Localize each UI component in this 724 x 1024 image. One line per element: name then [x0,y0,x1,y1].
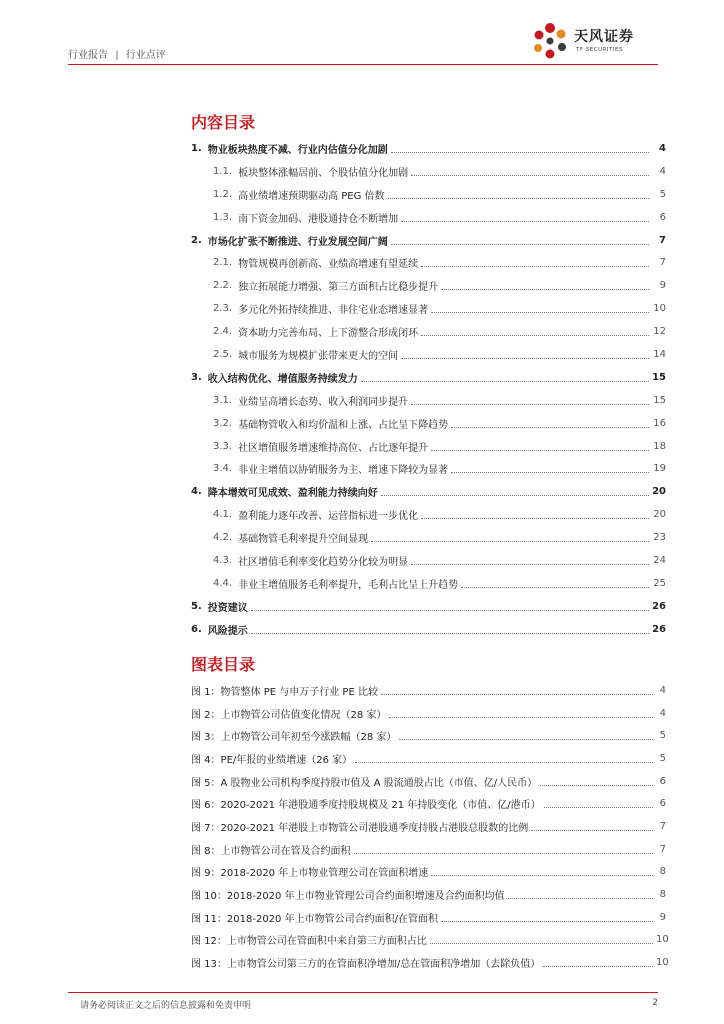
header-rule [68,64,658,65]
toc-chapter-entry[interactable] [191,137,666,160]
page-number: 2 [652,998,658,1008]
figure-entry-title: 图 4：PE/年报的业绩增速（26 家） [191,754,353,766]
toc-entry-number: 4.2. [213,532,233,544]
dot-leader [399,739,653,740]
toc-entry-page: 25 [653,577,666,589]
figure-entry[interactable] [191,679,666,702]
toc-entry-title: 盈利能力逐年改善、运营指标进一步优化 [238,511,419,523]
dot-leader [354,853,653,854]
figure-entry-page: 4 [659,684,666,696]
toc-entry-number: 5. [191,600,202,612]
footer-disclaimer: 请务必阅读正文之后的信息披露和免责申明 [80,1001,252,1011]
figure-entry-page: 5 [659,730,666,742]
dot-leader [431,312,649,313]
toc-section-entry[interactable] [191,160,666,183]
toc-entry-number: 3.3. [213,440,233,452]
toc-entry-number: 2.2. [213,280,233,292]
dot-leader [543,966,653,967]
toc-entry-page: 18 [653,440,666,452]
toc-entry-page: 16 [653,417,666,429]
toc-entry-page: 15 [652,371,666,383]
dot-leader [431,450,649,451]
dot-leader [251,610,649,611]
toc-entry-title: 物业板块热度不减、行业内估值分化加剧 [207,144,388,156]
logo-name: 天风证券 [574,29,634,45]
toc-entry-title: 城市服务为规模扩张带来更大的空间 [238,350,399,362]
dot-leader [461,587,649,588]
toc-entry-page: 19 [653,463,666,475]
dot-leader [371,541,649,542]
dot-leader [531,830,653,831]
toc-entry-number: 4.4. [213,577,233,589]
figure-entry-page: 7 [659,843,666,855]
toc-entry-title: 社区增值服务增速维持高位、占比逐年提升 [238,442,429,454]
toc-entry-number: 1. [191,142,202,154]
figure-entry-page: 8 [659,866,666,878]
toc-entry-number: 2.5. [213,348,233,360]
figure-entry-title: 图 2：上市物管公司估值变化情况（28 家） [191,709,387,721]
toc-entry-title: 业绩呈高增长态势、收入利润同步提升 [238,396,409,408]
toc-section-entry[interactable] [191,526,666,549]
toc-entry-page: 10 [653,303,666,315]
figure-entry[interactable] [191,815,666,838]
figure-entry[interactable] [191,929,669,952]
toc-entry-number: 4. [191,486,202,498]
toc-section-entry[interactable] [191,297,666,320]
figure-entry[interactable] [191,906,666,929]
figure-entry[interactable] [191,838,666,861]
toc-section-entry[interactable] [191,320,666,343]
dot-leader [388,198,649,199]
table-of-contents [191,137,666,641]
toc-section-entry[interactable] [191,343,666,366]
toc-entry-number: 2. [191,234,202,246]
dot-leader [401,358,649,359]
toc-section-entry[interactable] [191,503,666,526]
toc-chapter-entry[interactable] [191,595,666,618]
toc-entry-page: 20 [653,509,666,521]
toc-entry-title: 高业绩增速预期驱动高 PEG 倍数 [238,190,385,202]
breadcrumb-item-report: 行业报告 [68,50,108,61]
dot-leader [391,244,649,245]
dot-leader [381,495,649,496]
toc-entry-page: 26 [652,600,666,612]
figure-entry[interactable] [191,951,669,974]
figure-entry-title: 图 8：上市物管公司在管及合约面积 [191,845,351,857]
figure-entry-title: 图 10：2018-2020 年上市物业管理公司合约面积增速及合约面积均值 [191,891,505,903]
dot-leader [421,518,649,519]
figure-entry-title: 图 11：2018-2020 年上市物管公司合约面积/在管面积 [191,913,438,925]
dot-leader [430,943,653,944]
figure-entry-title: 图 3：上市物管公司年初至今涨跌幅（28 家） [191,732,397,744]
dot-leader [441,921,653,922]
figure-entry-page: 5 [659,752,666,764]
breadcrumb [68,46,166,61]
company-logo [528,20,658,64]
dot-leader [391,152,649,153]
toc-entry-page: 4 [659,165,666,177]
toc-section-entry[interactable] [191,412,666,435]
dot-leader [361,381,649,382]
dot-leader [421,335,649,336]
figures-heading: 图表目录 [191,655,256,674]
dot-leader [401,221,649,222]
toc-entry-page: 15 [653,394,666,406]
toc-entry-title: 基础物管毛利率提升空间显现 [238,534,369,546]
figure-entry[interactable] [191,702,666,725]
logo-mark-icon [528,20,572,64]
figure-entry-page: 8 [659,889,666,901]
toc-entry-title: 风险提示 [207,625,248,637]
toc-section-entry[interactable] [191,183,666,206]
dot-leader [421,266,649,267]
toc-entry-title: 资本助力完善布局、上下游整合形成闭环 [238,328,419,340]
dot-leader [251,633,649,634]
toc-chapter-entry[interactable] [191,229,666,252]
toc-entry-number: 6. [191,623,202,635]
footer-rule [68,992,658,993]
dot-leader [431,875,653,876]
toc-entry-title: 非业主增值服务毛利率提升，毛利占比呈上升趋势 [238,579,459,591]
toc-chapter-entry[interactable] [191,618,666,641]
toc-entry-page: 24 [653,554,666,566]
toc-entry-title: 社区增值毛利率变化趋势分化较为明显 [238,556,409,568]
toc-entry-title: 投资建议 [207,602,248,614]
toc-entry-number: 3.1. [213,394,233,406]
figure-entry[interactable] [191,770,666,793]
toc-entry-number: 3.4. [213,463,233,475]
toc-entry-number: 1.3. [213,211,233,223]
breadcrumb-separator: | [115,50,119,61]
figure-entry-page: 6 [659,775,666,787]
toc-entry-title: 收入结构优化、增值服务持续发力 [207,373,358,385]
toc-entry-title: 独立拓展能力增强、第三方面积占比稳步提升 [238,282,439,294]
figure-entry-title: 图 1：物管整体 PE 与申万子行业 PE 比较 [191,686,378,698]
dot-leader [381,694,653,695]
toc-entry-number: 2.3. [213,303,233,315]
dot-leader [540,785,653,786]
dot-leader [411,564,649,565]
toc-section-entry[interactable] [191,389,666,412]
toc-entry-page: 20 [652,486,666,498]
toc-chapter-entry[interactable] [191,480,666,503]
page-header [68,29,658,64]
toc-entry-title: 降本增效可见成效、盈利能力持续向好 [207,488,378,500]
figure-entry-title: 图 7：2020-2021 年港股上市物管公司港股通季度持股占港股总股数的比例 [191,822,529,834]
toc-section-entry[interactable] [191,549,666,572]
figure-entry[interactable] [191,792,666,815]
toc-entry-page: 26 [652,623,666,635]
breadcrumb-item-review: 行业点评 [125,50,166,61]
dot-leader [508,898,653,899]
toc-entry-title: 物管规模再创新高、业绩高增速有望延续 [238,259,419,271]
figure-entry-title: 图 12：上市物管公司在管面积中来自第三方面积占比 [191,936,427,948]
figure-entry-title: 图 13：上市物管公司第三方的在管面积净增加/总在管面积净增加（去除负值） [191,959,541,971]
figure-entry[interactable] [191,861,666,884]
toc-entry-number: 3.2. [213,417,233,429]
dot-leader [451,472,649,473]
figure-list [191,679,669,974]
figure-entry-page: 7 [659,820,666,832]
toc-entry-title: 非业主增值以协销服务为主、增速下降较为显著 [238,465,449,477]
toc-entry-page: 7 [659,234,666,246]
toc-entry-title: 板块整体涨幅居前、个股估值分化加剧 [238,167,409,179]
toc-entry-title: 南下资金加码、港股通持仓不断增加 [238,213,399,225]
toc-entry-page: 23 [653,532,666,544]
figure-entry-title: 图 5：A 股物业公司机构季度持股市值及 A 股流通股占比（市值、亿/人民币） [191,777,538,789]
toc-entry-page: 9 [659,280,666,292]
dot-leader [389,717,653,718]
dot-leader [451,427,649,428]
toc-section-entry[interactable] [191,572,666,595]
toc-entry-page: 6 [659,211,666,223]
figure-entry[interactable] [191,883,666,906]
dot-leader [411,175,649,176]
dot-leader [355,762,653,763]
logo-subtitle: TF SECURITIES [576,47,623,53]
toc-entry-title: 多元化外拓持续推进、非住宅业态增速显著 [238,305,429,317]
figure-entry[interactable] [191,747,666,770]
figure-entry-page: 10 [656,957,669,969]
toc-entry-page: 12 [653,326,666,338]
toc-heading: 内容目录 [191,113,256,132]
figure-entry-title: 图 9：2018-2020 年上市物业管理公司在管面积增速 [191,868,429,880]
figure-entry[interactable] [191,724,666,747]
figure-entry-page: 6 [659,798,666,810]
dot-leader [441,289,649,290]
toc-entry-page: 14 [653,348,666,360]
figure-entry-page: 9 [659,911,666,923]
dot-leader [411,404,649,405]
toc-entry-number: 3. [191,371,202,383]
toc-entry-page: 7 [659,257,666,269]
toc-entry-title: 市场化扩张不断推进、行业发展空间广阔 [207,236,388,248]
toc-section-entry[interactable] [191,435,666,458]
toc-entry-number: 2.1. [213,257,233,269]
figure-entry-page: 4 [659,707,666,719]
toc-entry-title: 基础物管收入和均价温和上涨、占比呈下降趋势 [238,419,449,431]
toc-section-entry[interactable] [191,274,666,297]
toc-entry-page: 4 [659,142,666,154]
dot-leader [544,807,653,808]
toc-entry-page: 5 [659,188,666,200]
figure-entry-page: 10 [656,934,669,946]
figure-entry-title: 图 6：2020-2021 年港股通季度持股规模及 21 年持股变化（市值、亿/港币） [191,800,541,812]
toc-entry-number: 4.1. [213,509,233,521]
toc-entry-number: 1.1. [213,165,233,177]
toc-section-entry[interactable] [191,251,666,274]
toc-chapter-entry[interactable] [191,366,666,389]
toc-entry-number: 2.4. [213,326,233,338]
toc-section-entry[interactable] [191,206,666,229]
toc-entry-number: 1.2. [213,188,233,200]
toc-section-entry[interactable] [191,457,666,480]
toc-entry-number: 4.3. [213,554,233,566]
